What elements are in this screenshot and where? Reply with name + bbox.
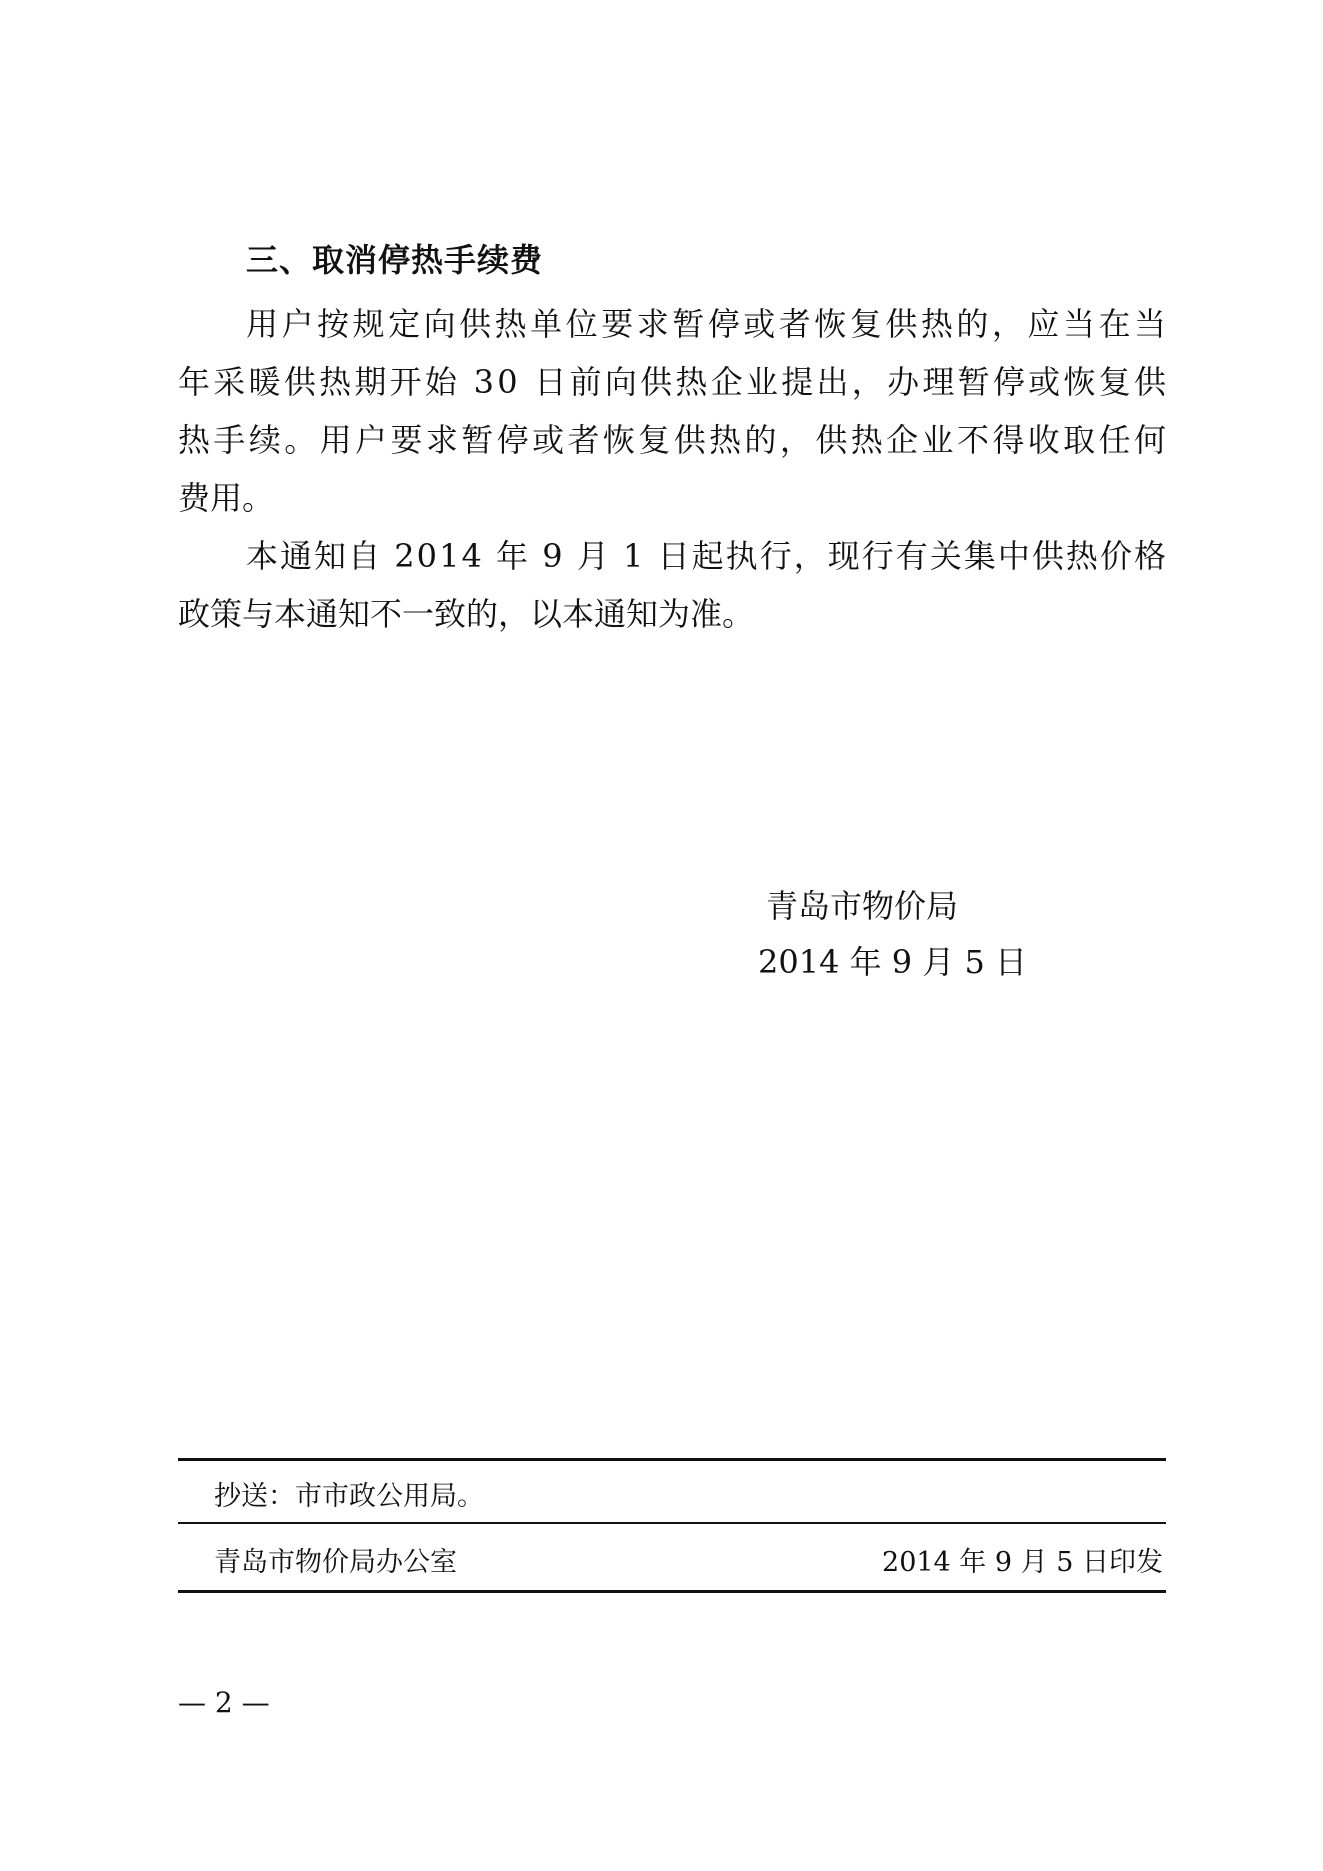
paragraph-1-line-1: 用户按规定向供热单位要求暂停或者恢复供热的，应当在当	[246, 305, 1170, 343]
issuing-office: 青岛市物价局办公室	[214, 1547, 457, 1578]
signature-organization: 青岛市物价局	[766, 887, 959, 925]
paragraph-1-line-4: 费用。	[178, 479, 275, 517]
paragraph-1-line-3: 热手续。用户要求暂停或者恢复供热的，供热企业不得收取任何	[178, 421, 1170, 459]
distribution-bottom-rule	[178, 1590, 1166, 1593]
section-heading: 三、取消停热手续费	[246, 241, 544, 279]
cc-recipients: 抄送：市市政公用局。	[214, 1481, 484, 1512]
paragraph-1-line-2: 年采暖供热期开始 30 日前向供热企业提出，办理暂停或恢复供	[178, 363, 1170, 401]
distribution-middle-rule	[178, 1522, 1166, 1524]
paragraph-2-line-1: 本通知自 2014 年 9 月 1 日起执行，现行有关集中供热价格	[246, 537, 1169, 575]
paragraph-2-line-2: 政策与本通知不一致的，以本通知为准。	[178, 595, 755, 633]
distribution-top-rule	[178, 1458, 1166, 1461]
page-number: — 2 —	[178, 1686, 270, 1719]
signature-date: 2014 年 9 月 5 日	[758, 943, 1028, 981]
print-date: 2014 年 9 月 5 日印发	[882, 1547, 1163, 1578]
